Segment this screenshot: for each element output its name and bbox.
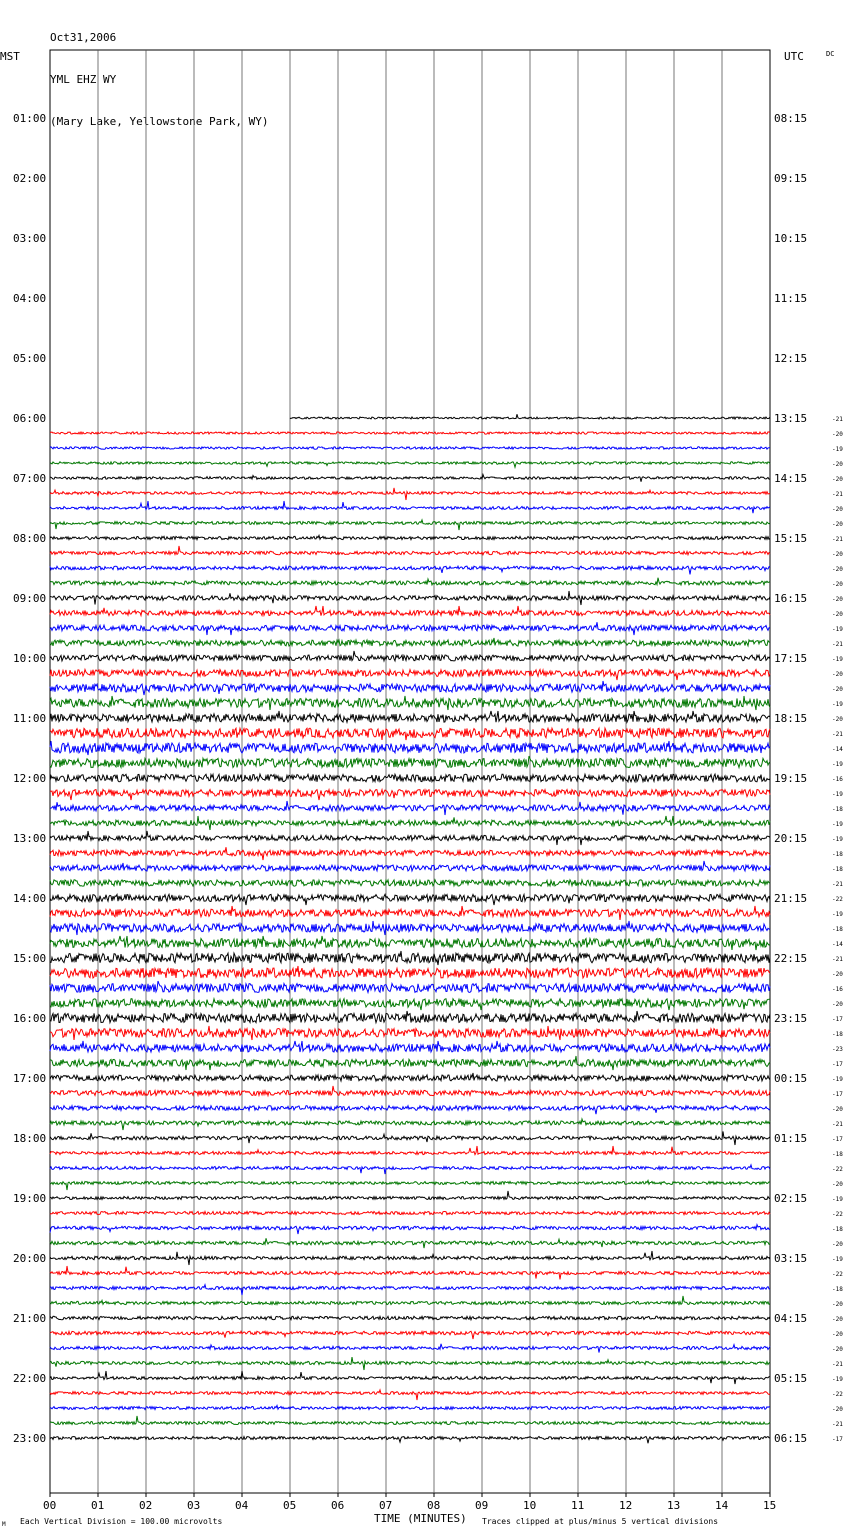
utc-hour-label: 19:15 (774, 772, 808, 785)
seismic-trace (50, 1344, 770, 1353)
seismic-trace (50, 1437, 770, 1444)
trace-offset-label: -20 (832, 1406, 843, 1413)
trace-offset-label: -19 (832, 761, 843, 768)
trace-offset-label: -16 (832, 986, 843, 993)
seismic-trace (50, 1191, 770, 1200)
seismic-trace (50, 756, 770, 768)
trace-offset-label: -22 (832, 1211, 843, 1218)
seismic-trace (50, 1073, 770, 1081)
utc-hour-label: 10:15 (774, 232, 808, 245)
mst-label: MST (0, 50, 20, 63)
grid (50, 50, 770, 1497)
trace-offset-label: -22 (832, 1391, 843, 1398)
mst-hour-label: 03:00 (13, 232, 47, 245)
trace-offset-label: -21 (832, 491, 843, 498)
x-tick-label: 11 (571, 1499, 585, 1512)
utc-hour-label: 11:15 (774, 292, 808, 305)
trace-offset-label: -18 (832, 866, 843, 873)
utc-hour-label: 15:15 (774, 532, 808, 545)
utc-hour-label: 16:15 (774, 592, 808, 605)
seismic-trace (50, 1119, 770, 1130)
x-tick-label: 02 (139, 1499, 153, 1512)
utc-hour-label: 02:15 (774, 1192, 808, 1205)
trace-offset-label: -16 (832, 776, 843, 783)
mst-hour-label: 14:00 (13, 892, 47, 905)
dc-label: DC (826, 50, 835, 58)
x-axis-title: TIME (MINUTES) (374, 1512, 467, 1525)
clip-note: Traces clipped at plus/minus 5 vertical divisions (482, 1517, 719, 1526)
seismic-trace (50, 790, 770, 801)
utc-hour-label: 08:15 (774, 112, 808, 125)
mst-hour-label: 15:00 (13, 952, 47, 965)
trace-offset-label: -18 (832, 926, 843, 933)
seismic-trace (50, 546, 770, 555)
seismic-trace (50, 1266, 770, 1279)
date-label: Oct31,2006 (50, 31, 117, 44)
seismic-trace (50, 1316, 770, 1319)
trace-offset-label: -19 (832, 1376, 843, 1383)
trace-offset-label: -21 (832, 641, 843, 648)
location-label: (Mary Lake, Yellowstone Park, WY) (50, 115, 269, 128)
seismic-trace (50, 606, 770, 616)
x-tick-label: 04 (235, 1499, 249, 1512)
mst-hour-label: 18:00 (13, 1132, 47, 1145)
seismic-trace (50, 1165, 770, 1174)
x-tick-label: 07 (379, 1499, 393, 1512)
scale-note: Each Vertical Division = 100.00 microvolts (20, 1517, 223, 1526)
seismic-trace (50, 1331, 770, 1339)
seismic-trace (50, 1026, 770, 1040)
trace-offset-label: -20 (832, 1181, 843, 1188)
trace-offset-label: -19 (832, 821, 843, 828)
trace-offset-label: -20 (832, 1346, 843, 1353)
mst-hour-label: 20:00 (13, 1252, 47, 1265)
trace-offset-label: -22 (832, 896, 843, 903)
seismic-trace (50, 651, 770, 661)
seismic-trace (50, 1285, 770, 1295)
seismic-trace (50, 1238, 770, 1248)
seismic-trace (50, 1296, 770, 1305)
trace-offset-label: -20 (832, 611, 843, 618)
plot-frame (50, 50, 770, 1493)
trace-offset-label: -21 (832, 1121, 843, 1128)
seismic-trace (50, 1416, 770, 1425)
trace-offset-label: -21 (832, 731, 843, 738)
trace-offset-label: -20 (832, 551, 843, 558)
station-label: YML EHZ WY (50, 73, 117, 86)
trace-group (50, 414, 770, 1443)
seismic-trace (50, 741, 770, 755)
trace-offset-label: -19 (832, 656, 843, 663)
utc-label: UTC (784, 50, 804, 63)
mst-hour-label: 19:00 (13, 1192, 47, 1205)
utc-hour-label: 05:15 (774, 1372, 808, 1385)
seismic-trace (50, 711, 770, 722)
mst-hour-label: 05:00 (13, 352, 47, 365)
seismic-trace (50, 966, 770, 978)
seismic-trace (50, 462, 770, 467)
trace-offset-label: -18 (832, 1226, 843, 1233)
trace-offset-label: -20 (832, 716, 843, 723)
mst-hour-label: 07:00 (13, 472, 47, 485)
utc-hour-label: 17:15 (774, 652, 808, 665)
seismic-trace (50, 488, 770, 500)
trace-offset-label: -20 (832, 476, 843, 483)
trace-offset-label: -23 (832, 1046, 843, 1053)
seismic-trace (50, 847, 770, 860)
mst-hour-label: 13:00 (13, 832, 47, 845)
utc-hour-label: 03:15 (774, 1252, 808, 1265)
seismic-trace (50, 578, 770, 585)
trace-offset-label: -20 (832, 506, 843, 513)
utc-hour-label: 09:15 (774, 172, 808, 185)
mst-hour-label: 21:00 (13, 1312, 47, 1325)
trace-offset-label: -20 (832, 521, 843, 528)
x-tick-label: 10 (523, 1499, 537, 1512)
seismic-trace (50, 1211, 770, 1214)
seismic-trace (50, 801, 770, 815)
seismic-trace (50, 447, 770, 449)
seismic-trace (50, 638, 770, 646)
seismic-trace (50, 681, 770, 695)
trace-offset-label: -20 (832, 1301, 843, 1308)
seismic-trace (50, 1406, 770, 1410)
trace-offset-label: -20 (832, 596, 843, 603)
utc-hour-label: 13:15 (774, 412, 808, 425)
x-tick-label: 09 (475, 1499, 489, 1512)
trace-offset-label: -21 (832, 881, 843, 888)
trace-offset-label: -19 (832, 1076, 843, 1083)
mst-hour-label: 02:00 (13, 172, 47, 185)
seismic-trace (50, 951, 770, 965)
trace-offset-label: -19 (832, 446, 843, 453)
seismic-trace (50, 728, 770, 740)
seismic-trace (50, 774, 770, 782)
trace-offset-label: -18 (832, 806, 843, 813)
utc-hour-label: 04:15 (774, 1312, 808, 1325)
trace-offset-label: -17 (832, 1436, 843, 1443)
trace-offset-label: -20 (832, 1331, 843, 1338)
trace-offset-label: -21 (832, 416, 843, 423)
seismic-trace (50, 1131, 770, 1145)
mst-hour-label: 22:00 (13, 1372, 47, 1385)
trace-offset-label: -14 (832, 746, 843, 753)
mst-hour-label: 10:00 (13, 652, 47, 665)
seismic-trace (50, 622, 770, 635)
seismic-trace (50, 894, 770, 905)
trace-offset-label: -19 (832, 1256, 843, 1263)
trace-offset-label: -17 (832, 1091, 843, 1098)
x-tick-label: 14 (715, 1499, 729, 1512)
trace-offset-label: -19 (832, 626, 843, 633)
trace-offset-label: -22 (832, 1166, 843, 1173)
mst-hour-label: 23:00 (13, 1432, 47, 1445)
trace-offset-label: -20 (832, 566, 843, 573)
utc-hour-label: 18:15 (774, 712, 808, 725)
seismic-trace (50, 670, 770, 681)
trace-offset-label: -18 (832, 1286, 843, 1293)
utc-hour-label: 22:15 (774, 952, 808, 965)
trace-offset-label: -19 (832, 1196, 843, 1203)
seismic-trace (50, 1086, 770, 1096)
trace-offset-label: -17 (832, 1016, 843, 1023)
trace-offset-label: -20 (832, 461, 843, 468)
seismic-trace (50, 1041, 770, 1052)
trace-offset-label: -20 (832, 1001, 843, 1008)
seismic-trace (50, 816, 770, 830)
mst-hour-label: 17:00 (13, 1072, 47, 1085)
trace-offset-label: -18 (832, 1031, 843, 1038)
mst-hour-label: 04:00 (13, 292, 47, 305)
trace-offset-label: -20 (832, 971, 843, 978)
seismic-trace (50, 591, 770, 605)
x-tick-label: 12 (619, 1499, 633, 1512)
trace-offset-label: -22 (832, 1271, 843, 1278)
seismic-trace (50, 906, 770, 920)
seismic-trace (50, 1146, 770, 1155)
trace-offset-label: -19 (832, 911, 843, 918)
seismic-trace (50, 432, 770, 434)
mst-hour-label: 12:00 (13, 772, 47, 785)
trace-offset-label: -19 (832, 836, 843, 843)
seismic-trace (50, 1106, 770, 1115)
trace-offset-label: -20 (832, 1106, 843, 1113)
trace-offset-label: -19 (832, 791, 843, 798)
seismic-trace (50, 1357, 770, 1370)
seismic-trace (50, 999, 770, 1010)
seismic-trace (50, 831, 770, 845)
seismic-trace (50, 1371, 770, 1384)
seismic-trace (50, 1225, 770, 1234)
x-tick-label: 08 (427, 1499, 441, 1512)
seismic-trace (50, 501, 770, 513)
utc-hour-label: 01:15 (774, 1132, 808, 1145)
utc-hour-label: 23:15 (774, 1012, 808, 1025)
seismic-trace (50, 1390, 770, 1400)
seismic-trace (50, 981, 770, 993)
mst-hour-label: 01:00 (13, 112, 47, 125)
trace-offset-label: -21 (832, 536, 843, 543)
trace-offset-label: -21 (832, 1361, 843, 1368)
trace-offset-label: -20 (832, 686, 843, 693)
seismic-trace (50, 566, 770, 574)
trace-offset-label: -17 (832, 1136, 843, 1143)
trace-offset-label: -20 (832, 1316, 843, 1323)
trace-offset-label: -21 (832, 956, 843, 963)
seismic-trace (50, 475, 770, 482)
x-tick-label: 05 (283, 1499, 297, 1512)
trace-offset-label: -20 (832, 581, 843, 588)
utc-hour-label: 21:15 (774, 892, 808, 905)
seismic-trace (50, 1181, 770, 1191)
seismic-trace (50, 696, 770, 710)
trace-offset-label: -19 (832, 701, 843, 708)
utc-hour-label: 00:15 (774, 1072, 808, 1085)
trace-offset-label: -20 (832, 671, 843, 678)
mst-hour-label: 16:00 (13, 1012, 47, 1025)
x-tick-label: 13 (667, 1499, 681, 1512)
trace-offset-label: -20 (832, 1241, 843, 1248)
mst-hour-label: 11:00 (13, 712, 47, 725)
mst-hour-label: 06:00 (13, 412, 47, 425)
trace-offset-label: -14 (832, 941, 843, 948)
x-tick-label: 15 (763, 1499, 777, 1512)
seismic-trace (50, 1056, 770, 1070)
seismic-trace (50, 880, 770, 886)
seismic-trace (50, 535, 770, 539)
utc-hour-label: 06:15 (774, 1432, 808, 1445)
seismic-trace (50, 861, 770, 871)
mst-hour-label: 09:00 (13, 592, 47, 605)
x-tick-label: 06 (331, 1499, 345, 1512)
seismic-trace (50, 520, 770, 530)
seismic-trace (50, 936, 770, 950)
trace-offset-label: -20 (832, 431, 843, 438)
trace-offset-label: -17 (832, 1061, 843, 1068)
x-tick-label: 03 (187, 1499, 201, 1512)
utc-hour-label: 14:15 (774, 472, 808, 485)
trace-offset-label: -21 (832, 1421, 843, 1428)
x-tick-label: 00 (43, 1499, 57, 1512)
seismic-trace (50, 1251, 770, 1265)
label-group (13, 112, 843, 1512)
seismic-trace (50, 921, 770, 935)
trace-offset-label: -18 (832, 1151, 843, 1158)
x-tick-label: 01 (91, 1499, 105, 1512)
utc-hour-label: 12:15 (774, 352, 808, 365)
corner-mark: M (2, 1521, 6, 1528)
trace-offset-label: -18 (832, 851, 843, 858)
utc-hour-label: 20:15 (774, 832, 808, 845)
mst-hour-label: 08:00 (13, 532, 47, 545)
seismic-trace (50, 1011, 770, 1023)
